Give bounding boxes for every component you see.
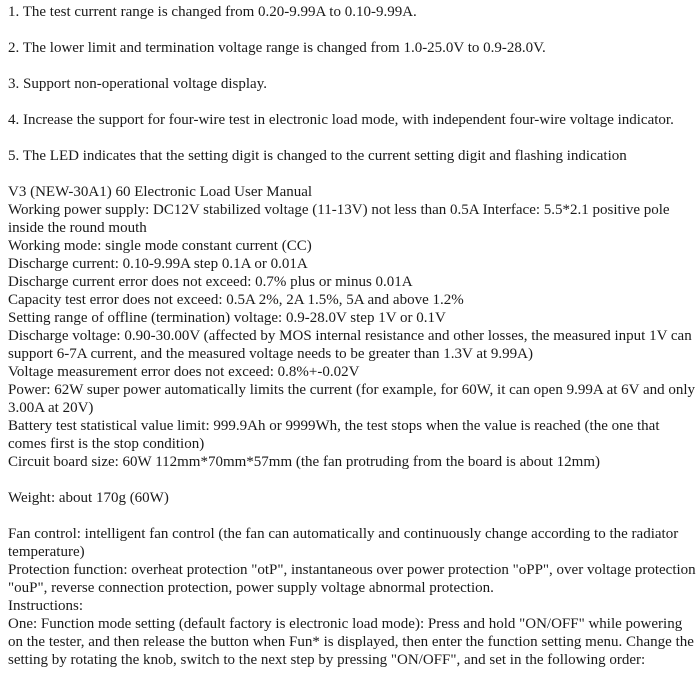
spec-fan-control: Fan control: intelligent fan control (the fan can automatically and continuously change according to the radiator temperature) [8, 526, 679, 560]
change-item-5: 5. The LED indicates that the setting digit is changed to the current setting digit and flashing indication [8, 148, 627, 164]
spec-board-size: Circuit board size: 60W 112mm*70mm*57mm (the fan protruding from the board is about 12mm) [8, 454, 600, 470]
spec-voltage-error: Voltage measurement error does not exceed: 0.8%+-0.02V [8, 364, 360, 380]
spec-working-mode: Working mode: single mode constant current (CC) [8, 238, 312, 254]
spec-discharge-current: Discharge current: 0.10-9.99A step 0.1A or 0.01A [8, 256, 308, 272]
spec-current-error: Discharge current error does not exceed: 0.7% plus or minus 0.01A [8, 274, 413, 290]
change-item-4: 4. Increase the support for four-wire test in electronic load mode, with independent four-wire voltage indicator. [8, 112, 674, 128]
spec-battery-limit: Battery test statistical value limit: 999.9Ah or 9999Wh, the test stops when the value is reached (the one that comes first is the stop condition) [8, 418, 660, 452]
spec-discharge-voltage: Discharge voltage: 0.90-30.00V (affected by MOS internal resistance and other losses, the measured input 1V can support 6-7A current, and the measured voltage needs to be greater than 1.3V at 9.99A) [8, 328, 692, 362]
instruction-step-one: One: Function mode setting (default factory is electronic load mode): Press and hold "ON/OFF" while powering on the tester, and then release the button when Fun* is displayed, then enter the function setting menu. Change the setting by rotating the knob, switch to the next step by pressing "ON/OFF", and set in the following order: [8, 616, 694, 668]
manual-title: V3 (NEW-30A1) 60 Electronic Load User Manual [8, 184, 313, 200]
spec-capacity-error: Capacity test error does not exceed: 0.5A 2%, 2A 1.5%, 5A and above 1.2% [8, 292, 464, 308]
spacer [8, 471, 698, 489]
spec-power: Power: 62W super power automatically limits the current (for example, for 60W, it can open 9.99A at 6V and only 3.00A at 20V) [8, 382, 696, 416]
spec-weight: Weight: about 170g (60W) [8, 490, 169, 506]
change-item-2: 2. The lower limit and termination voltage range is changed from 1.0-25.0V to 0.9-28.0V. [8, 40, 546, 56]
document-body [8, 3, 698, 669]
change-item-1: 1. The test current range is changed from 0.20-9.99A to 0.10-9.99A. [8, 4, 417, 20]
change-item-3: 3. Support non-operational voltage display. [8, 76, 267, 92]
spacer [8, 507, 698, 525]
instructions-heading: Instructions: [8, 598, 83, 614]
spec-power-supply: Working power supply: DC12V stabilized voltage (11-13V) not less than 0.5A Interface: 5.5*2.1 positive pole inside the round mouth [8, 202, 670, 236]
spec-offline-voltage: Setting range of offline (termination) voltage: 0.9-28.0V step 1V or 0.1V [8, 310, 446, 326]
spec-protection: Protection function: overheat protection "otP", instantaneous over power protection "oPP", over voltage protection "ouP", reverse connection protection, power supply voltage abnormal protection. [8, 562, 696, 596]
